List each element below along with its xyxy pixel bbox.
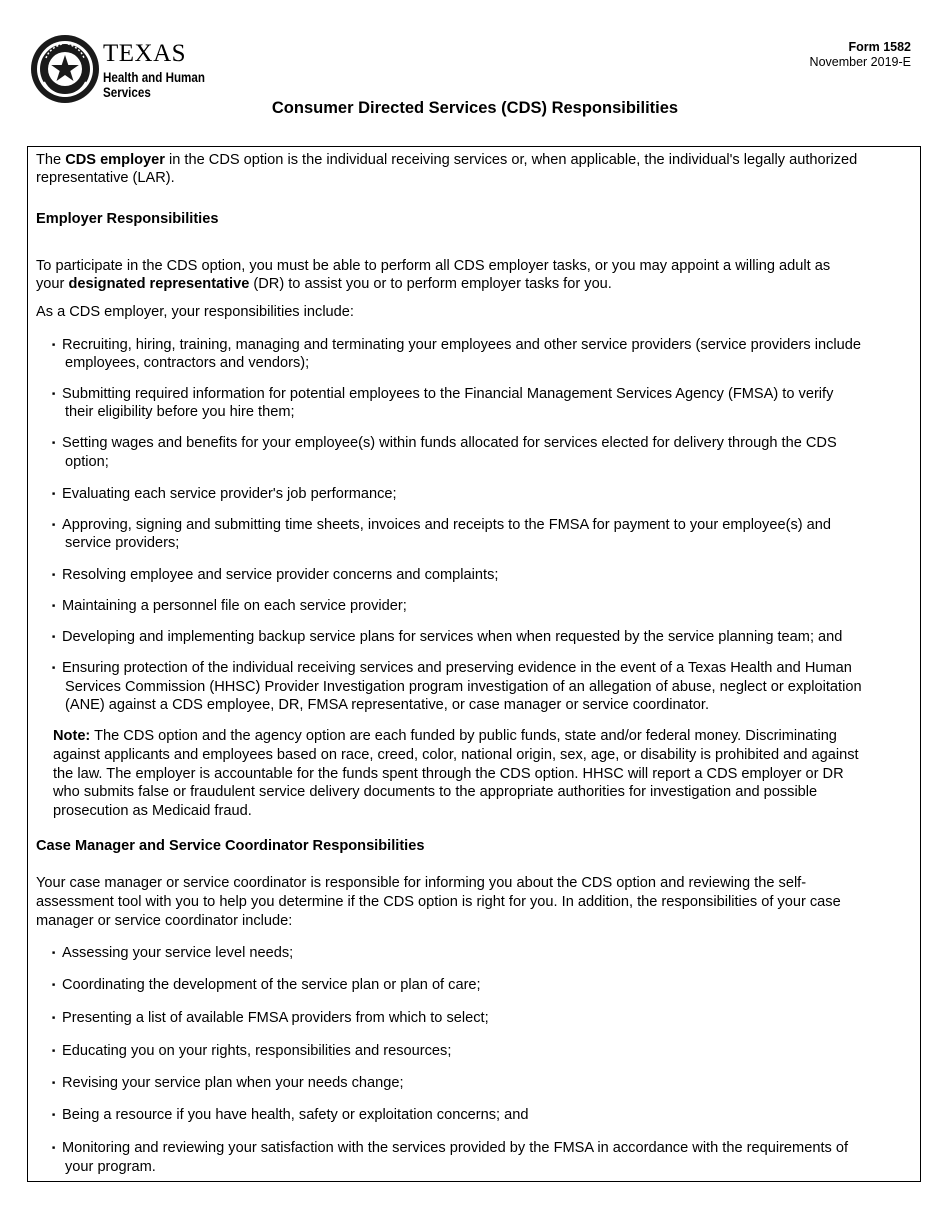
- intro-text: in the CDS option is the individual receiving services or, when applicable, the individual's legally authorized: [164, 152, 858, 168]
- logo-agency-text: [103, 70, 205, 100]
- list-item-line: Evaluating each service provider's job performance;: [62, 486, 397, 502]
- bullet-icon: ■: [52, 950, 56, 956]
- employer-para-line-2: [36, 275, 612, 294]
- case-manager-para-line-1: Your case manager or service coordinator is responsible for informing you about the CDS option and reviewing the self-: [36, 875, 807, 891]
- list-item-line: Being a resource if you have health, safety or exploitation concerns; and: [62, 1107, 529, 1123]
- list-item-line: your program.: [65, 1159, 156, 1175]
- list-item-line: Ensuring protection of the individual receiving services and preserving evidence in the event of a Texas Health and Human: [62, 660, 852, 676]
- list-item-line: their eligibility before you hire them;: [65, 404, 295, 420]
- form-date: November 2019-E: [809, 55, 911, 69]
- form-number: Form 1582: [848, 40, 911, 54]
- list-item-line: service providers;: [65, 535, 180, 551]
- logo-texas-text: TEXAS: [103, 40, 187, 67]
- bullet-icon: ■: [52, 491, 56, 497]
- bullet-icon: ■: [52, 522, 56, 528]
- list-item-line: Assessing your service level needs;: [62, 945, 294, 961]
- bullet-icon: ■: [52, 1048, 56, 1054]
- employer-lead: As a CDS employer, your responsibilities include:: [36, 304, 354, 320]
- case-manager-para-line-2: assessment tool with you to help you determine if the CDS option is right for you. In addition, the responsibilities of your case: [36, 894, 841, 910]
- list-item-line: Developing and implementing backup service plans for services when when requested by the service planning team; and: [62, 629, 843, 645]
- list-item-line: Services Commission (HHSC) Provider Investigation program investigation of an allegation of abuse, neglect or exploitation: [65, 679, 862, 695]
- content-box: [27, 146, 921, 1182]
- note-line-1: [53, 727, 837, 746]
- note-line-2: against applicants and employees based on race, creed, color, national origin, sex, age, or disability is prohibited and against: [53, 747, 859, 763]
- bullet-icon: ■: [52, 342, 56, 348]
- intro-line-1: [36, 151, 857, 170]
- bullet-icon: ■: [52, 1145, 56, 1151]
- list-item-line: Educating you on your rights, responsibilities and resources;: [62, 1043, 452, 1059]
- page-title: Consumer Directed Services (CDS) Responsibilities: [271, 99, 679, 117]
- bullet-icon: ■: [52, 634, 56, 640]
- bullet-icon: ■: [52, 1112, 56, 1118]
- list-item-line: (ANE) against a CDS employee, DR, FMSA representative, or case manager or service coordinator.: [65, 697, 710, 713]
- logo-line-3: Services: [103, 85, 151, 100]
- list-item-line: employees, contractors and vendors);: [65, 355, 310, 371]
- intro-line-2: representative (LAR).: [36, 170, 175, 186]
- cds-employer-term: CDS employer: [65, 152, 165, 168]
- list-item-line: Presenting a list of available FMSA providers from which to select;: [62, 1010, 489, 1026]
- intro-text: The: [36, 152, 66, 168]
- list-item-line: Revising your service plan when your needs change;: [62, 1075, 404, 1091]
- list-item-line: option;: [65, 454, 109, 470]
- para-text: (DR) to assist you or to perform employer tasks for you.: [249, 276, 612, 292]
- logo-line-2: Health and Human: [103, 70, 205, 85]
- bullet-icon: ■: [52, 1080, 56, 1086]
- note-line-3: the law. The employer is accountable for the funds spent through the CDS option. HHSC will report a CDS employer or DR: [53, 766, 844, 782]
- note-line-5: prosecution as Medicaid fraud.: [53, 803, 252, 819]
- case-manager-para-line-3: manager or service coordinator include:: [36, 913, 293, 929]
- bullet-icon: ■: [52, 1015, 56, 1021]
- list-item-line: Recruiting, hiring, training, managing and terminating your employees and other service providers (service providers include: [62, 337, 862, 353]
- texas-hhs-logo: [30, 34, 220, 106]
- bullet-icon: ■: [52, 665, 56, 671]
- bullet-icon: ■: [52, 603, 56, 609]
- list-item-line: Submitting required information for potential employees to the Financial Management Services Agency (FMSA) to verify: [62, 386, 834, 402]
- list-item-line: Approving, signing and submitting time sheets, invoices and receipts to the FMSA for payment to your employee(s) and: [62, 517, 832, 533]
- para-text: your: [36, 276, 69, 292]
- note-line-4: who submits false or fraudulent service delivery documents to the appropriate authorities for investigation and possible: [53, 784, 818, 800]
- employer-heading: Employer Responsibilities: [36, 211, 219, 227]
- note-label: Note:: [53, 728, 91, 744]
- list-item-line: Monitoring and reviewing your satisfaction with the services provided by the FMSA in accordance with the requirements of: [62, 1140, 849, 1156]
- employer-para-line-1: To participate in the CDS option, you must be able to perform all CDS employer tasks, or you may appoint a willing adult as: [36, 258, 831, 274]
- state-seal-icon: [30, 34, 100, 104]
- list-item-line: Maintaining a personnel file on each service provider;: [62, 598, 407, 614]
- list-item-line: Setting wages and benefits for your employee(s) within funds allocated for services elected for delivery through the CDS: [62, 435, 837, 451]
- note-text: The CDS option and the agency option are each funded by public funds, state and/or federal money. Discriminating: [90, 728, 837, 744]
- bullet-icon: ■: [52, 982, 56, 988]
- case-manager-heading: Case Manager and Service Coordinator Responsibilities: [36, 838, 425, 854]
- bullet-icon: ■: [52, 391, 56, 397]
- list-item-line: Resolving employee and service provider concerns and complaints;: [62, 567, 499, 583]
- designated-representative-term: designated representative: [68, 276, 250, 292]
- bullet-icon: ■: [52, 440, 56, 446]
- list-item-line: Coordinating the development of the service plan or plan of care;: [62, 977, 481, 993]
- bullet-icon: ■: [52, 572, 56, 578]
- form-meta: [810, 40, 911, 70]
